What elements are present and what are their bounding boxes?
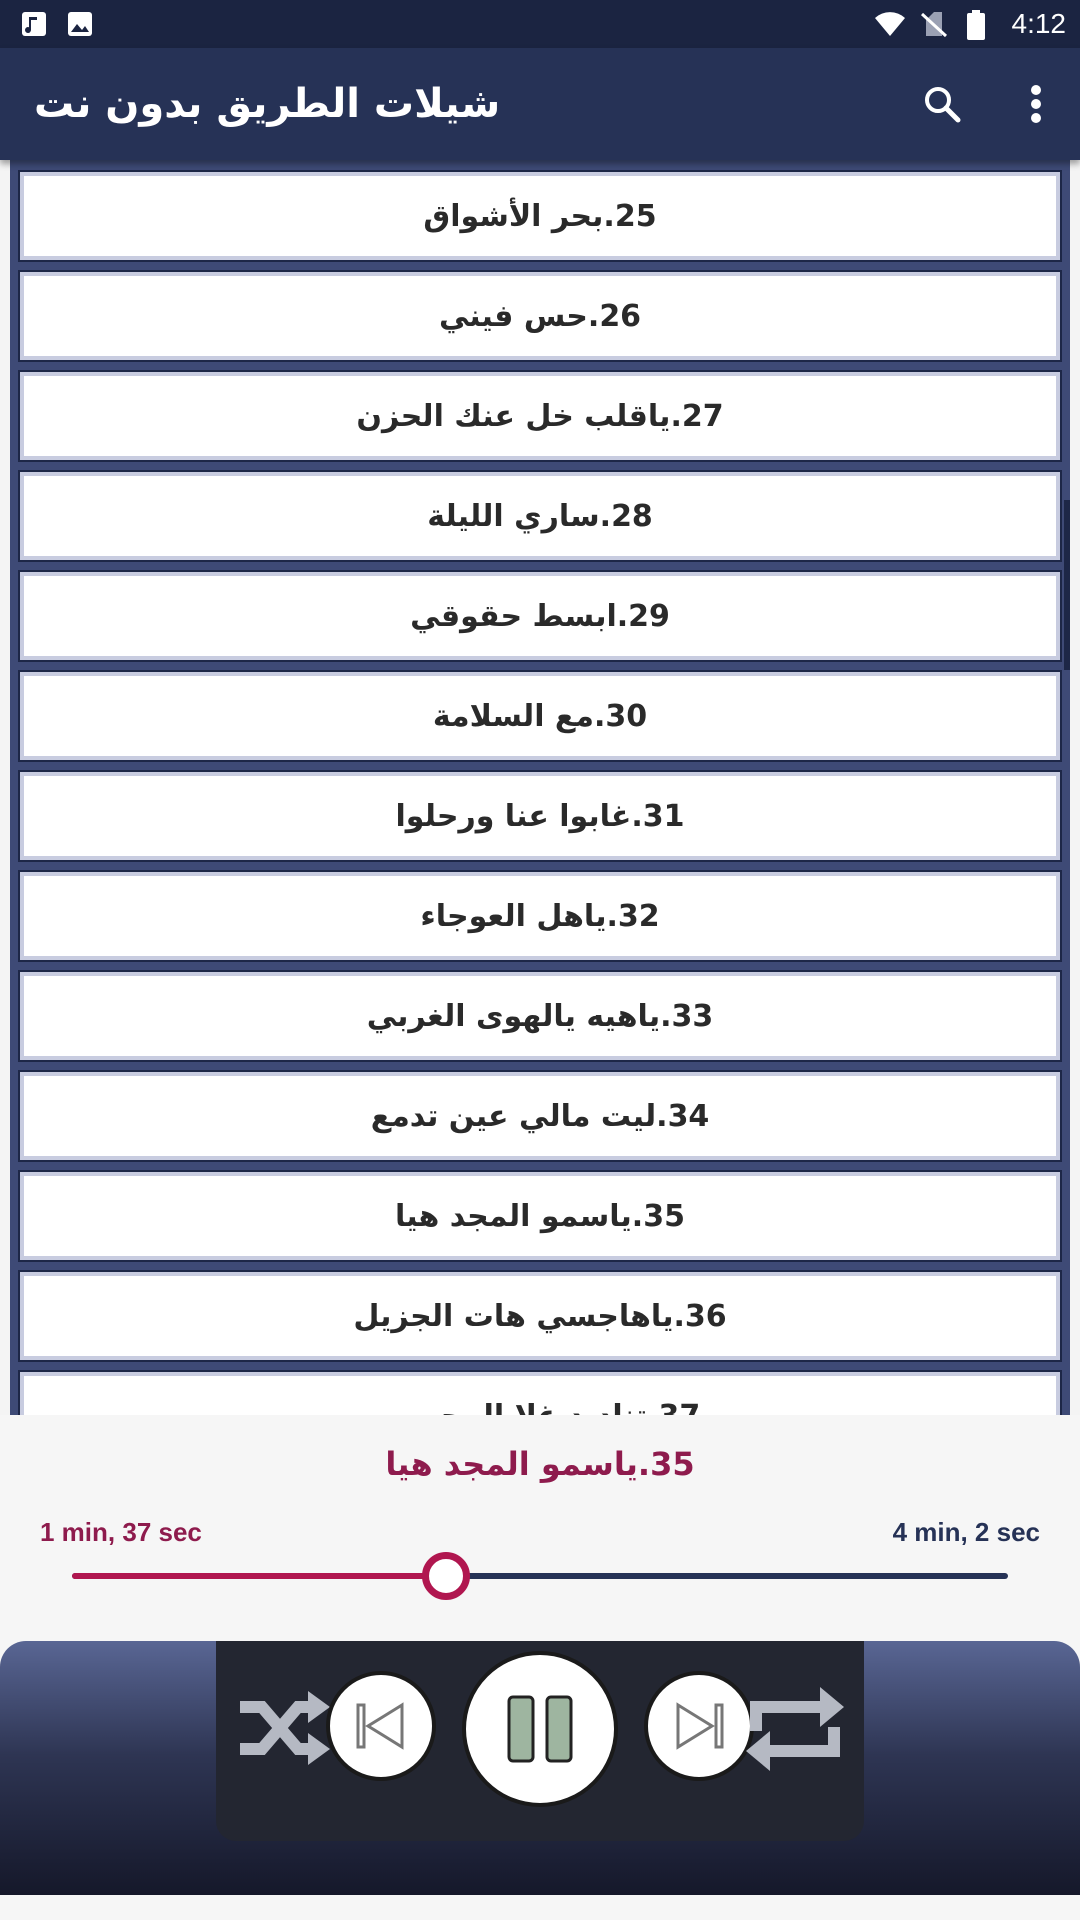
more-options-button[interactable] bbox=[1008, 76, 1064, 132]
more-options-icon bbox=[1030, 84, 1042, 124]
next-icon bbox=[672, 1701, 726, 1751]
battery-icon bbox=[966, 10, 994, 38]
app-title: شيلات الطريق بدون نت bbox=[34, 81, 501, 127]
now-playing-title: 35.ياسمو المجد هيا bbox=[385, 1445, 695, 1483]
playlist[interactable] bbox=[10, 160, 1070, 1415]
list-item[interactable]: 27.ياقلب خل عنك الحزن bbox=[20, 372, 1060, 460]
seek-bar[interactable] bbox=[72, 1573, 1008, 1579]
list-item[interactable]: 26.حس فيني bbox=[20, 272, 1060, 360]
wifi-icon bbox=[874, 10, 902, 38]
list-item[interactable]: 36.ياهاجسي هات الجزيل bbox=[20, 1272, 1060, 1360]
repeat-button[interactable] bbox=[740, 1679, 850, 1779]
scrollbar-thumb[interactable] bbox=[1064, 500, 1070, 670]
list-item[interactable]: 33.ياهيه يالهوى الغربي bbox=[20, 972, 1060, 1060]
status-bar bbox=[0, 0, 1080, 48]
search-icon bbox=[922, 84, 962, 124]
list-item[interactable]: 31.غابوا عنا ورحلوا bbox=[20, 772, 1060, 860]
music-notification-icon bbox=[20, 10, 48, 38]
previous-button[interactable] bbox=[326, 1671, 436, 1781]
shuffle-icon bbox=[234, 1685, 334, 1771]
repeat-icon bbox=[740, 1679, 850, 1779]
list-item[interactable]: 29.ابسط حقوقي bbox=[20, 572, 1060, 660]
previous-icon bbox=[354, 1701, 408, 1751]
pause-icon bbox=[505, 1693, 575, 1765]
controls-container bbox=[216, 1641, 864, 1841]
list-item[interactable]: 35.ياسمو المجد هيا bbox=[20, 1172, 1060, 1260]
no-sim-icon bbox=[920, 10, 948, 38]
seek-thumb[interactable] bbox=[422, 1552, 470, 1600]
pause-button[interactable] bbox=[462, 1651, 618, 1807]
image-notification-icon bbox=[66, 10, 94, 38]
app-bar bbox=[0, 48, 1080, 160]
status-left bbox=[20, 10, 94, 38]
list-item[interactable]: 30.مع السلامة bbox=[20, 672, 1060, 760]
seek-progress bbox=[72, 1573, 446, 1579]
shuffle-button[interactable] bbox=[234, 1685, 334, 1771]
status-right bbox=[874, 8, 1067, 40]
search-button[interactable] bbox=[914, 76, 970, 132]
list-item[interactable]: 32.ياهل العوجاء bbox=[20, 872, 1060, 960]
status-time: 4:12 bbox=[1011, 8, 1066, 39]
list-item[interactable]: 25.بحر الأشواق bbox=[20, 172, 1060, 260]
controls-bar bbox=[0, 1641, 1080, 1895]
list-item[interactable]: 28.ساري الليلة bbox=[20, 472, 1060, 560]
next-button[interactable] bbox=[644, 1671, 754, 1781]
elapsed-time: 1 min, 37 sec bbox=[40, 1517, 202, 1547]
app-actions bbox=[914, 76, 1064, 132]
player-panel bbox=[0, 1415, 1080, 1920]
list-item[interactable]: 34.ليت مالي عين تدمع bbox=[20, 1072, 1060, 1160]
total-time: 4 min, 2 sec bbox=[892, 1517, 1040, 1547]
